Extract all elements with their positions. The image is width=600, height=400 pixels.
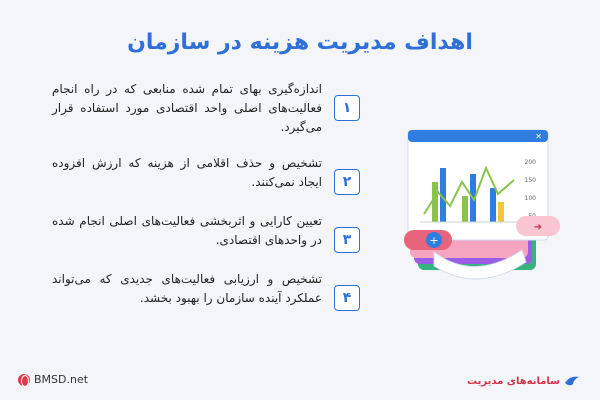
chart-bar [498, 202, 504, 222]
item-number: ۲ [334, 169, 360, 195]
list-item [40, 270, 360, 311]
chart-bar [490, 188, 496, 222]
website-text: BMSD.net [34, 373, 89, 386]
item-text: تعیین کارایی و اثربخشی فعالیت‌های اصلی انجام شده در واحدهای اقتصادی. [52, 214, 322, 247]
item-text: تشخیص و حذف اقلامی از هزینه که ارزش افزوده ایجاد نمی‌کنند. [52, 156, 322, 189]
globe-icon [18, 374, 30, 386]
list-item [40, 80, 360, 137]
window-titlebar [408, 130, 548, 142]
arrow-right-icon: ➜ [533, 222, 543, 233]
list-item [40, 212, 360, 253]
item-text: تشخیص و ارزیابی فعالیت‌های جدیدی که می‌تواند عملکرد آینده سازمان را بهبود بخشد. [52, 272, 322, 305]
plus-icon: + [429, 234, 439, 247]
axis-tick-label: 200 [524, 159, 536, 166]
website-link[interactable] [18, 373, 88, 386]
item-number: ۳ [334, 227, 360, 253]
goals-list [40, 80, 360, 328]
page-title: اهداف مدیریت هزینه در سازمان [127, 30, 473, 55]
item-text: اندازه‌گیری بهای تمام شده منابعی که در راه انجام فعالیت‌های اصلی واحد اقتصادی مورد استفاده قرار می‌گیرد. [52, 82, 322, 134]
axis-tick-label: 150 [524, 177, 536, 184]
bird-logo-icon [564, 374, 580, 388]
logo-text: سامانه‌های مدیریت [467, 375, 560, 387]
close-icon: ✕ [535, 132, 542, 141]
item-number: ۴ [334, 285, 360, 311]
chart-bar [462, 196, 468, 222]
chart-window-illustration [404, 122, 564, 292]
brand-logo [467, 374, 580, 388]
chart-bar [432, 182, 438, 222]
item-number: ۱ [334, 95, 360, 121]
axis-tick-label: 100 [524, 195, 536, 202]
list-item [40, 154, 360, 195]
